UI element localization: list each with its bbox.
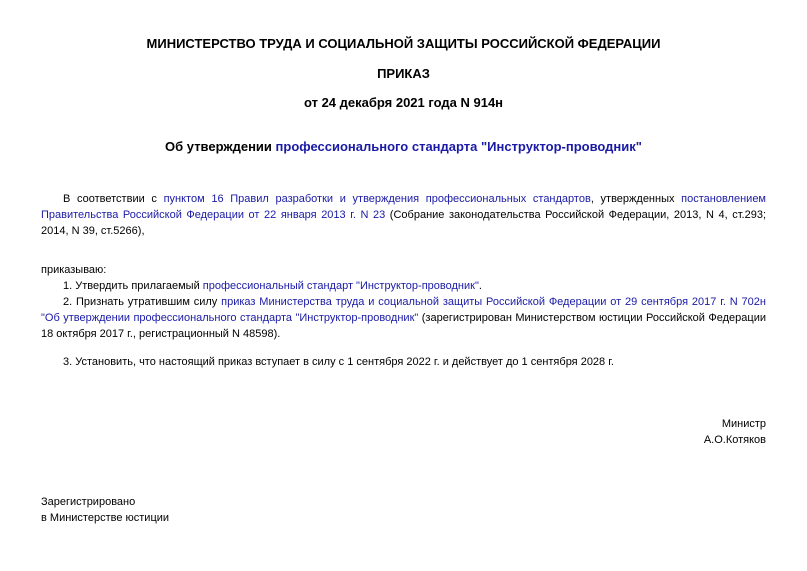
order-item-1 bbox=[41, 278, 766, 294]
order-item-2 bbox=[41, 294, 766, 342]
registration-line-2: в Министерстве юстиции bbox=[41, 512, 170, 524]
government-decree-link[interactable]: постановлением Правительства Российской Федерации от 22 января 2013 г. N 23 bbox=[41, 193, 766, 221]
item-2-text-2: (зарегистрирован Министерством юстиции Российской Федерации 18 октября 2017 г., регистрационный N 48598). bbox=[41, 312, 766, 340]
item-2-text-1: 2. Признать утратившим силу bbox=[63, 296, 222, 308]
order-item-3: 3. Установить, что настоящий приказ вступает в силу с 1 сентября 2022 г. и действует до 1 сентября 2028 г. bbox=[63, 356, 614, 368]
rules-point-16-link[interactable]: пунктом 16 Правил разработки и утверждения профессиональных стандартов bbox=[163, 193, 591, 205]
document-subject bbox=[0, 139, 807, 155]
document-type: ПРИКАЗ bbox=[377, 66, 430, 81]
signer-name: А.О.Котяков bbox=[703, 434, 766, 446]
preamble-text-3: (Собрание законодательства Российской Федерации, 2013, N 4, ст.293; 2014, N 39, ст.5266), bbox=[41, 209, 766, 237]
signer-position: Министр bbox=[721, 418, 766, 430]
preamble-text-1: В соответствии с bbox=[63, 193, 164, 205]
order-word: приказываю: bbox=[41, 264, 107, 276]
preamble-paragraph bbox=[41, 191, 766, 239]
professional-standard-link[interactable]: профессиональный стандарт "Инструктор-проводник" bbox=[202, 280, 479, 292]
registration-line-1: Зарегистрировано bbox=[41, 496, 136, 508]
item-1-text-2: . bbox=[478, 280, 482, 292]
ministry-title: МИНИСТЕРСТВО ТРУДА И СОЦИАЛЬНОЙ ЗАЩИТЫ РОССИЙСКОЙ ФЕДЕРАЦИИ bbox=[146, 36, 661, 51]
preamble-text-2: , утвержденных bbox=[590, 193, 682, 205]
previous-order-link[interactable]: приказ Министерства труда и социальной защиты Российской Федерации от 29 сентября 2017 г. N 702н "Об утверждении профессионального стандарта "Инструктор-проводник" bbox=[41, 296, 766, 324]
subject-prefix: Об утверждении bbox=[165, 139, 276, 154]
subject-standard-link[interactable]: профессионального стандарта "Инструктор-проводник" bbox=[275, 139, 642, 154]
item-1-text-1: 1. Утвердить прилагаемый bbox=[63, 280, 203, 292]
document-date-number: от 24 декабря 2021 года N 914н bbox=[303, 95, 504, 110]
